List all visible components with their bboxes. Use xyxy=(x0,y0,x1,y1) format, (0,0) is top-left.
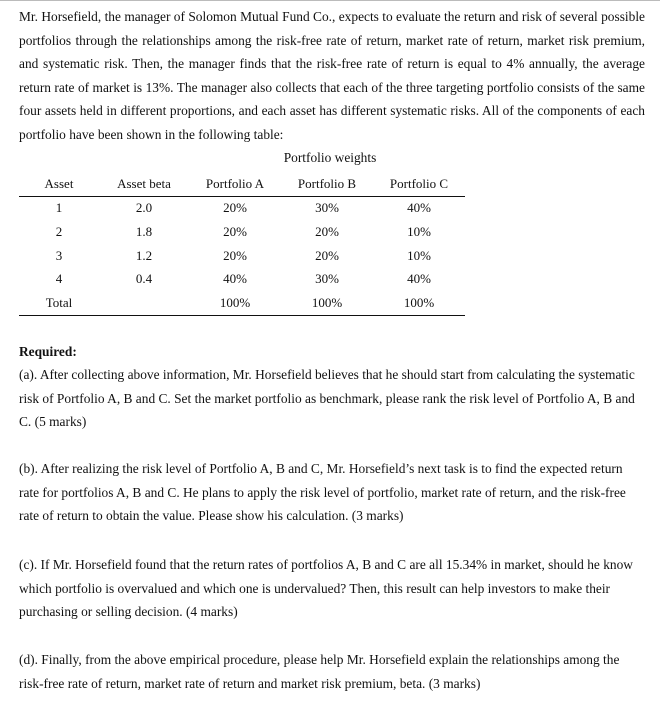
cell-beta: 1.2 xyxy=(135,247,153,263)
cell-portfolio-b: 20% xyxy=(315,223,339,239)
top-divider xyxy=(0,0,660,1)
question-d: (d). Finally, from the above empirical procedure, please help Mr. Horsefield explain the relationships among the risk-free rate of return, market rate of return and market risk premium, beta. (3 marks) xyxy=(19,652,620,691)
cell-portfolio-c: 40% xyxy=(407,271,431,287)
header-asset-beta: Asset beta xyxy=(99,172,189,196)
cell-asset: 1 xyxy=(55,200,63,216)
cell-beta: 2.0 xyxy=(135,200,153,216)
cell-portfolio-b: 30% xyxy=(315,271,339,287)
header-portfolio-a: Portfolio A xyxy=(189,172,281,196)
cell-portfolio-a: 20% xyxy=(223,247,247,263)
cell-portfolio-c: 40% xyxy=(407,200,431,216)
header-portfolio-b: Portfolio B xyxy=(281,172,373,196)
cell-asset: 3 xyxy=(55,247,63,263)
cell-portfolio-a: 20% xyxy=(223,200,247,216)
cell-beta: 1.8 xyxy=(135,223,153,239)
cell-asset: 4 xyxy=(55,271,63,287)
cell-portfolio-c: 10% xyxy=(407,223,431,239)
cell-portfolio-a: 100% xyxy=(189,291,281,315)
portfolio-weights-table xyxy=(19,172,465,316)
header-portfolio-c: Portfolio C xyxy=(373,172,465,196)
table-row xyxy=(19,220,465,244)
header-asset: Asset xyxy=(19,172,99,196)
table-row xyxy=(19,267,465,291)
table-header-row xyxy=(19,172,465,196)
table-title: Portfolio weights xyxy=(283,150,377,165)
cell-beta: 0.4 xyxy=(135,271,153,287)
cell-portfolio-b: 30% xyxy=(315,200,339,216)
cell-asset: Total xyxy=(19,291,99,315)
cell-portfolio-a: 40% xyxy=(223,271,247,287)
intro-paragraph: Mr. Horsefield, the manager of Solomon Mutual Fund Co., expects to evaluate the return and risk of several possible portfolios through the relationships among the risk-free rate of return, market rate of return, market risk premium, and systematic risk. Then, the manager finds that the risk-free rate of return is equal to 4% annually, the average return rate of market is 13%. The manager also collects that each of the three targeting portfolio consists of the same four assets held in different proportions, and each asset has different systematic risks. All of the components of each portfolio have been shown in the following table: xyxy=(19,9,645,142)
question-c: (c). If Mr. Horsefield found that the return rates of portfolios A, B and C are all 15.34% in market, should he know which portfolio is overvalued and which one is undervalued? Then, this result can help investors to make their purchasing or selling decision. (4 marks) xyxy=(19,557,633,620)
cell-portfolio-c: 10% xyxy=(407,247,431,263)
cell-portfolio-b: 100% xyxy=(281,291,373,315)
table-total-row xyxy=(19,291,465,315)
cell-beta xyxy=(99,291,189,315)
table-row xyxy=(19,196,465,220)
question-b: (b). After realizing the risk level of Portfolio A, B and C, Mr. Horsefield’s next task is to find the expected return rate for portfolios A, B and C. He plans to apply the risk level of portfolio, market rate of return, and the risk-free rate of return to obtain the value. Please show his calculation. (3 marks) xyxy=(19,461,626,524)
cell-portfolio-c: 100% xyxy=(373,291,465,315)
required-heading: Required: xyxy=(19,344,77,359)
table-row xyxy=(19,244,465,268)
cell-asset: 2 xyxy=(55,223,63,239)
cell-portfolio-b: 20% xyxy=(315,247,339,263)
question-a: (a). After collecting above information, Mr. Horsefield believes that he should start from calculating the systematic risk of Portfolio A, B and C. Set the market portfolio as benchmark, please rank the risk level of Portfolio A, B and C. (5 marks) xyxy=(19,367,635,430)
cell-portfolio-a: 20% xyxy=(223,223,247,239)
